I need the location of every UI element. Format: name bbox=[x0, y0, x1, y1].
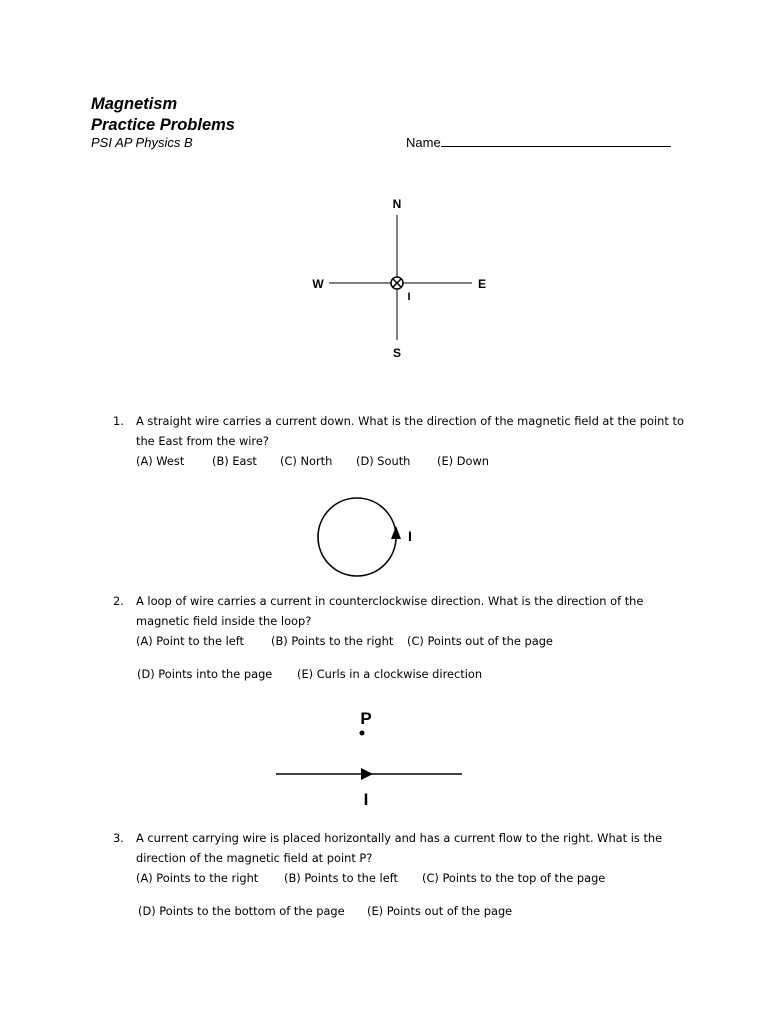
wire-loop bbox=[318, 498, 396, 576]
course-label: PSI AP Physics B bbox=[91, 135, 193, 150]
loop-current-label: I bbox=[408, 528, 412, 544]
page-title: Magnetism bbox=[91, 95, 178, 113]
question-3-option-c: (C) Points to the top of the page bbox=[422, 871, 606, 885]
question-2-option-c: (C) Points out of the page bbox=[407, 634, 553, 648]
question-2-text: A loop of wire carries a current in counterclockwise direction. What is the direction of the magnetic field inside the loop? bbox=[136, 594, 644, 628]
question-3-number: 3. bbox=[113, 831, 124, 845]
question-2-number: 2. bbox=[113, 594, 124, 608]
question-1-option-b: (B) East bbox=[212, 454, 257, 468]
page-subtitle-title: Practice Problems bbox=[91, 116, 235, 134]
compass-east-label: E bbox=[477, 277, 487, 291]
name-field bbox=[406, 135, 671, 150]
question-1-option-a: (A) West bbox=[136, 454, 185, 468]
point-p-label: P bbox=[360, 709, 372, 728]
question-1-number: 1. bbox=[113, 414, 124, 428]
question-2-option-a: (A) Point to the left bbox=[136, 634, 245, 648]
question-3-option-e: (E) Points out of the page bbox=[367, 904, 513, 918]
question-1-option-c: (C) North bbox=[280, 454, 333, 468]
name-blank-line bbox=[441, 135, 671, 147]
compass-figure bbox=[300, 190, 500, 370]
question-2-option-b: (B) Points to the right bbox=[271, 634, 394, 648]
compass-north-label: N bbox=[392, 197, 402, 211]
current-loop-figure bbox=[310, 490, 420, 585]
question-3-option-a: (A) Points to the right bbox=[136, 871, 259, 885]
name-label: Name bbox=[406, 135, 441, 150]
compass-west-label: W bbox=[312, 277, 324, 291]
wire-current-label: I bbox=[407, 291, 411, 303]
question-3-text: A current carrying wire is placed horizontally and has a current flow to the right. What is the direction of the magnetic field at point P? bbox=[136, 831, 663, 865]
straight-wire-figure bbox=[270, 700, 470, 810]
point-p-dot bbox=[360, 731, 365, 736]
question-3-option-b: (B) Points to the left bbox=[284, 871, 398, 885]
question-3-option-d: (D) Points to the bottom of the page bbox=[138, 904, 345, 918]
compass-south-label: S bbox=[392, 346, 402, 360]
question-2-option-d: (D) Points into the page bbox=[137, 667, 273, 681]
current-arrow-right-icon bbox=[361, 768, 373, 780]
question-1-text: A straight wire carries a current down. What is the direction of the magnetic field at the point to the East from the wire? bbox=[136, 414, 684, 448]
wire-current-label-3: I bbox=[363, 790, 369, 809]
question-2-option-e: (E) Curls in a clockwise direction bbox=[297, 667, 483, 681]
question-1-option-e: (E) Down bbox=[437, 454, 489, 468]
question-1-option-d: (D) South bbox=[356, 454, 411, 468]
current-arrow-up-icon bbox=[391, 526, 401, 539]
